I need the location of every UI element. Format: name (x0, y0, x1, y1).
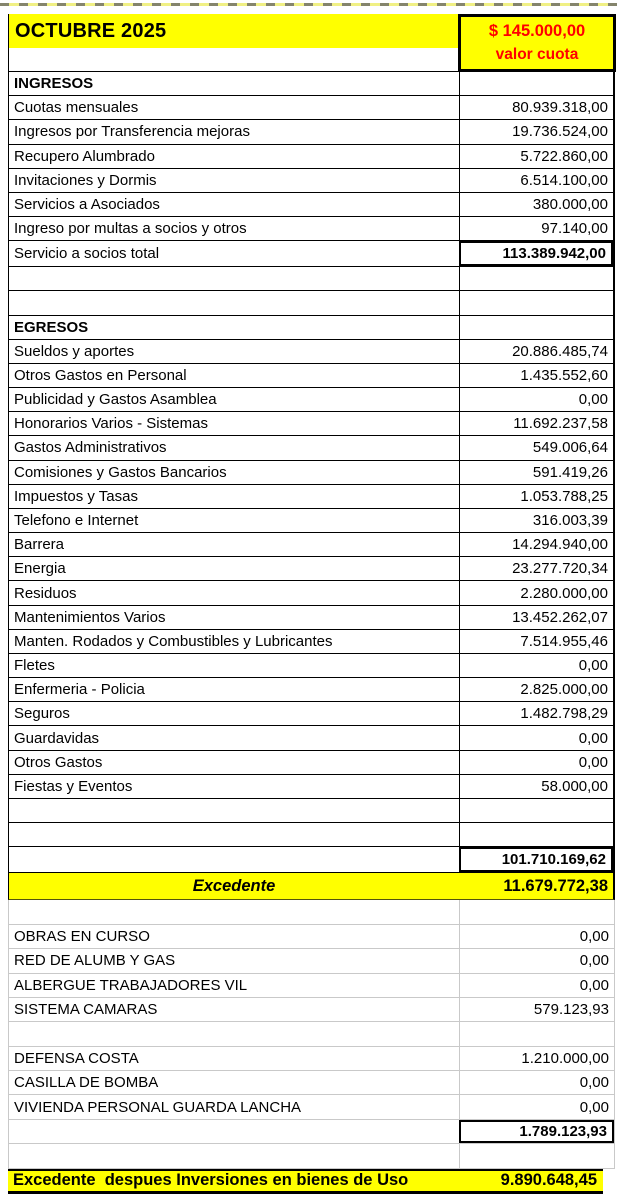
row-label: Gastos Administrativos (14, 439, 167, 457)
row-label (9, 847, 459, 872)
row-value: 19.736.524,00 (459, 120, 613, 143)
row-value (459, 823, 613, 846)
table-row-data (8, 509, 615, 533)
row-label: OBRAS EN CURSO (14, 927, 150, 945)
table-row-blank (8, 799, 615, 823)
row-value: 579.123,93 (459, 998, 614, 1021)
table-row-data (8, 533, 615, 557)
table-row-data (8, 461, 615, 485)
table-row-data (8, 96, 615, 120)
table-row-subtotal (8, 847, 615, 873)
table-header (8, 14, 615, 72)
row-value: 0,00 (459, 388, 613, 411)
row-value (459, 291, 613, 314)
table-row-ldata (8, 949, 615, 973)
row-value (459, 1144, 614, 1167)
month-title-cell (9, 14, 459, 48)
row-label: Servicios a Asociados (14, 195, 160, 213)
row-value: 0,00 (459, 1071, 614, 1094)
row-label: RED DE ALUMB Y GAS (14, 952, 176, 970)
table-row-data (8, 340, 615, 364)
row-value: 0,00 (459, 654, 613, 677)
quota-value-box (458, 14, 616, 72)
row-value: 1.053.788,25 (459, 485, 613, 508)
row-label: Fiestas y Eventos (14, 777, 133, 795)
table-row-ldata (8, 1071, 615, 1095)
table-rows (8, 72, 615, 1169)
row-label (9, 823, 459, 846)
row-value: 20.886.485,74 (459, 340, 613, 363)
row-label: Sueldos y aportes (14, 342, 135, 360)
row-value (459, 900, 614, 923)
table-row-data (8, 145, 615, 169)
row-label: Recupero Alumbrado (14, 147, 155, 165)
row-label: INGRESOS (14, 75, 94, 93)
row-label: Guardavidas (14, 729, 100, 747)
table-row-ldata (8, 998, 615, 1022)
quota-amount: $ 145.000,00 (488, 22, 586, 40)
row-label: Excedente (192, 876, 276, 895)
table-row-data (8, 193, 615, 217)
row-label: VIVIENDA PERSONAL GUARDA LANCHA (14, 1098, 302, 1116)
final-excedente-row (8, 1169, 603, 1194)
table-row-section (8, 316, 615, 340)
table-row-data (8, 678, 615, 702)
table-row-lsubtotal (8, 1120, 615, 1144)
row-label: Impuestos y Tasas (14, 487, 138, 505)
table-row-data (8, 412, 615, 436)
table-row-data (8, 436, 615, 460)
row-label: Mantenimientos Varios (14, 608, 166, 626)
row-value: 5.722.860,00 (459, 145, 613, 168)
table-row-data (8, 364, 615, 388)
row-label: Ingresos por Transferencia mejoras (14, 123, 250, 141)
row-value: 80.939.318,00 (459, 96, 613, 119)
row-value: 0,00 (459, 949, 614, 972)
row-value: 0,00 (459, 726, 613, 749)
table-row-subtotal (8, 241, 615, 267)
table-row-data (8, 557, 615, 581)
table-row-data (8, 581, 615, 605)
table-row-section (8, 72, 615, 96)
row-value: 2.825.000,00 (459, 678, 613, 701)
table-row-data (8, 485, 615, 509)
row-label: Enfermeria - Policia (14, 681, 145, 699)
table-row-blank (8, 267, 615, 291)
row-value (459, 267, 613, 290)
row-label: Seguros (14, 705, 70, 723)
row-label: SISTEMA CAMARAS (14, 1001, 158, 1019)
row-value: 97.140,00 (459, 217, 613, 240)
row-label: Otros Gastos en Personal (14, 366, 187, 384)
row-value: 113.389.942,00 (459, 241, 613, 266)
row-label (9, 291, 459, 314)
row-value: 11.692.237,58 (459, 412, 613, 435)
row-label: CASILLA DE BOMBA (14, 1074, 159, 1092)
row-value: 0,00 (459, 974, 614, 997)
financial-statement-table (8, 14, 615, 1194)
row-value: 7.514.955,46 (459, 630, 613, 653)
row-label: Otros Gastos (14, 753, 103, 771)
table-row-data (8, 654, 615, 678)
row-value: 6.514.100,00 (459, 169, 613, 192)
row-value (459, 799, 613, 822)
row-label (9, 799, 459, 822)
table-row-data (8, 702, 615, 726)
row-label (9, 900, 459, 923)
row-label: Publicidad y Gastos Asamblea (14, 391, 217, 409)
table-row-data (8, 169, 615, 193)
row-value: 14.294.940,00 (459, 533, 613, 556)
row-value (459, 72, 613, 95)
table-row-data (8, 775, 615, 799)
row-label: Comisiones y Gastos Bancarios (14, 463, 227, 481)
row-label: Manten. Rodados y Combustibles y Lubricantes (14, 632, 333, 650)
row-label: Energia (14, 560, 66, 578)
table-row-lblank (8, 1144, 615, 1168)
row-value: 1.435.552,60 (459, 364, 613, 387)
row-value: 1.789.123,93 (459, 1120, 614, 1143)
final-excedente-label: Excedente despues Inversiones en bienes de Uso (13, 1171, 409, 1190)
table-row-lblank (8, 900, 615, 924)
table-row-ldata (8, 1095, 615, 1119)
month-title: OCTUBRE 2025 (15, 19, 167, 42)
row-label: Ingreso por multas a socios y otros (14, 220, 247, 238)
table-row-data (8, 751, 615, 775)
row-label (9, 1022, 459, 1045)
row-label (9, 267, 459, 290)
row-label: ALBERGUE TRABAJADORES VIL (14, 976, 248, 994)
quota-caption: valor cuota (495, 46, 579, 63)
table-row-lblank (8, 1022, 615, 1046)
row-value: 549.006,64 (459, 436, 613, 459)
row-label: EGRESOS (14, 318, 89, 336)
table-row-blank (8, 823, 615, 847)
final-excedente-value: 9.890.648,45 (500, 1171, 597, 1190)
table-row-data (8, 606, 615, 630)
row-label (9, 1144, 459, 1167)
row-value: 380.000,00 (459, 193, 613, 216)
row-label: Barrera (14, 536, 65, 554)
empty-header-cell (9, 48, 459, 72)
row-label (9, 1120, 459, 1143)
row-label: Invitaciones y Dormis (14, 171, 157, 189)
row-value: 13.452.262,07 (459, 606, 613, 629)
row-value: 591.419,26 (459, 461, 613, 484)
table-row-ldata (8, 974, 615, 998)
row-value: 0,00 (459, 751, 613, 774)
row-value: 101.710.169,62 (459, 847, 613, 872)
row-label: Residuos (14, 584, 77, 602)
row-value: 11.679.772,38 (503, 876, 608, 895)
row-label: DEFENSA COSTA (14, 1049, 139, 1067)
table-row-data (8, 630, 615, 654)
row-value: 2.280.000,00 (459, 581, 613, 604)
table-row-ldata (8, 925, 615, 949)
row-value (459, 316, 613, 339)
table-row-ldata (8, 1047, 615, 1071)
row-value: 1.482.798,29 (459, 702, 613, 725)
row-value: 316.003,39 (459, 509, 613, 532)
row-value: 0,00 (459, 925, 614, 948)
row-value (459, 1022, 614, 1045)
row-label: Cuotas mensuales (14, 99, 139, 117)
row-label: Telefono e Internet (14, 512, 139, 529)
row-label: Fletes (14, 657, 55, 675)
table-row-data (8, 217, 615, 241)
table-row-data (8, 726, 615, 750)
row-value: 1.210.000,00 (459, 1047, 614, 1070)
row-value: 23.277.720,34 (459, 557, 613, 580)
row-value: 58.000,00 (459, 775, 613, 798)
page-break-dashed-line (0, 3, 617, 6)
table-row-data (8, 388, 615, 412)
row-label: Honorarios Varios - Sistemas (14, 415, 208, 433)
table-row-excedente (8, 873, 615, 900)
table-row-data (8, 120, 615, 144)
row-label: Servicio a socios total (14, 245, 160, 263)
row-value: 0,00 (459, 1095, 614, 1118)
table-row-blank (8, 291, 615, 315)
